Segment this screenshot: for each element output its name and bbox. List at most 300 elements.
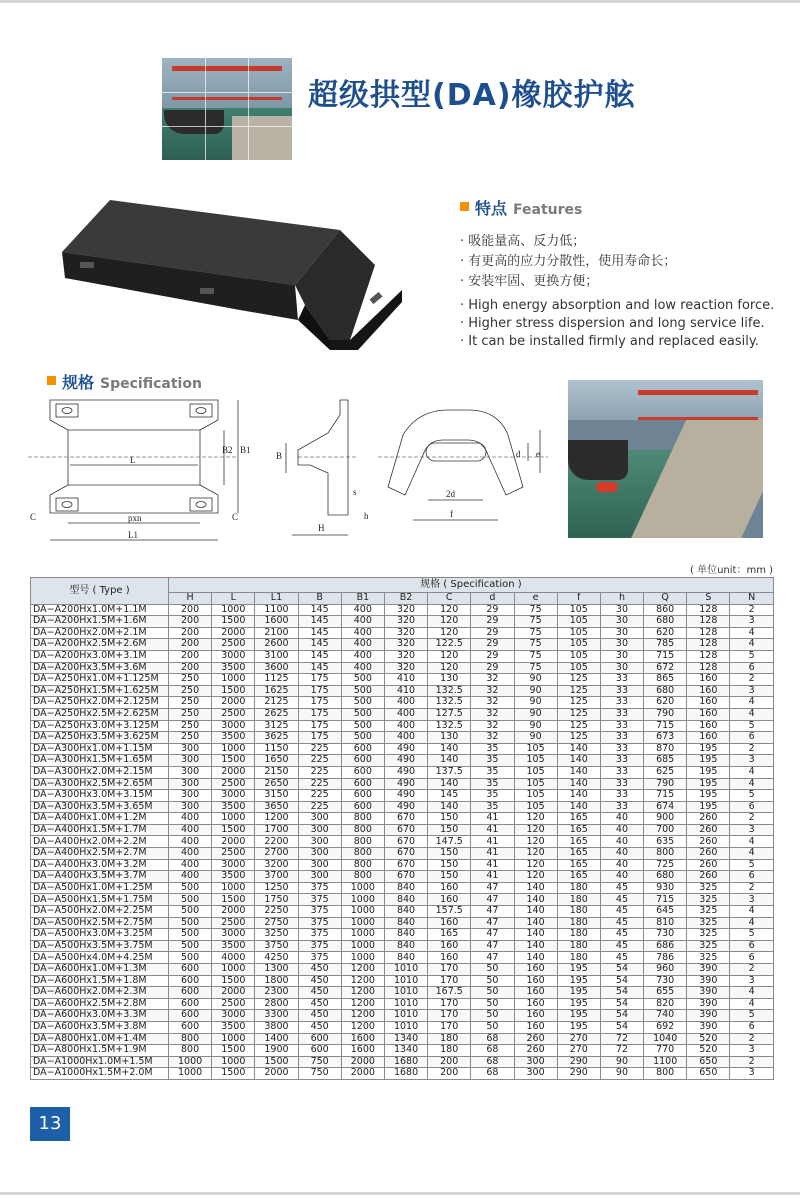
- value-cell: 300: [169, 778, 212, 790]
- value-cell: 390: [687, 987, 730, 999]
- value-cell: 45: [600, 882, 643, 894]
- value-cell: 300: [298, 871, 341, 883]
- model-cell: DA−A300Hx1.5M+1.65M: [31, 755, 169, 767]
- value-cell: 195: [557, 1010, 600, 1022]
- value-cell: 33: [600, 708, 643, 720]
- value-cell: 140: [557, 790, 600, 802]
- value-cell: 375: [298, 952, 341, 964]
- value-cell: 3750: [255, 940, 298, 952]
- value-cell: 180: [557, 906, 600, 918]
- model-cell: DA−A500Hx4.0M+4.25M: [31, 952, 169, 964]
- model-cell: DA−A400Hx3.5M+3.7M: [31, 871, 169, 883]
- value-cell: 800: [341, 859, 384, 871]
- value-cell: 225: [298, 743, 341, 755]
- value-cell: 260: [687, 824, 730, 836]
- value-cell: 1600: [341, 1045, 384, 1057]
- value-cell: 1000: [212, 1033, 255, 1045]
- value-cell: 47: [471, 894, 514, 906]
- technical-drawing: [28, 395, 558, 555]
- value-cell: 520: [687, 1033, 730, 1045]
- value-cell: 6: [730, 1021, 773, 1033]
- value-cell: 3000: [212, 720, 255, 732]
- value-cell: 90: [514, 697, 557, 709]
- value-cell: 450: [298, 1010, 341, 1022]
- value-cell: 165: [557, 836, 600, 848]
- value-cell: 400: [341, 650, 384, 662]
- value-cell: 6: [730, 940, 773, 952]
- value-cell: 3250: [255, 929, 298, 941]
- value-cell: 160: [514, 1010, 557, 1022]
- value-cell: 90: [514, 685, 557, 697]
- value-cell: 3800: [255, 1021, 298, 1033]
- model-header: 型号 ( Type ): [31, 578, 169, 605]
- value-cell: 225: [298, 801, 341, 813]
- value-cell: 75: [514, 662, 557, 674]
- value-cell: 145: [298, 616, 341, 628]
- value-cell: 1000: [341, 882, 384, 894]
- value-cell: 260: [687, 871, 730, 883]
- table-row: [31, 616, 774, 628]
- value-cell: 2250: [255, 906, 298, 918]
- value-cell: 47: [471, 940, 514, 952]
- features-heading-en: Features: [513, 202, 583, 218]
- model-cell: DA−A500Hx2.5M+2.75M: [31, 917, 169, 929]
- value-cell: 195: [557, 964, 600, 976]
- value-cell: 90: [514, 720, 557, 732]
- value-cell: 195: [687, 790, 730, 802]
- value-cell: 3625: [255, 732, 298, 744]
- column-header: B2: [384, 593, 427, 605]
- value-cell: 686: [644, 940, 687, 952]
- value-cell: 137.5: [428, 766, 471, 778]
- label-B: B: [276, 451, 283, 461]
- value-cell: 3500: [212, 940, 255, 952]
- table-row: [31, 1045, 774, 1057]
- value-cell: 6: [730, 952, 773, 964]
- value-cell: 750: [298, 1068, 341, 1080]
- value-cell: 4: [730, 987, 773, 999]
- table-row: [31, 917, 774, 929]
- value-cell: 260: [687, 836, 730, 848]
- table-row: [31, 1033, 774, 1045]
- value-cell: 40: [600, 848, 643, 860]
- label-L: L: [130, 455, 136, 465]
- value-cell: 375: [298, 882, 341, 894]
- value-cell: 45: [600, 952, 643, 964]
- value-cell: 47: [471, 906, 514, 918]
- value-cell: 5: [730, 650, 773, 662]
- value-cell: 195: [557, 987, 600, 999]
- value-cell: 1100: [255, 604, 298, 616]
- value-cell: 150: [428, 859, 471, 871]
- value-cell: 72: [600, 1045, 643, 1057]
- value-cell: 600: [169, 1010, 212, 1022]
- value-cell: 47: [471, 929, 514, 941]
- value-cell: 715: [644, 720, 687, 732]
- value-cell: 41: [471, 836, 514, 848]
- model-cell: DA−A500Hx2.0M+2.25M: [31, 906, 169, 918]
- value-cell: 140: [514, 917, 557, 929]
- table-row: [31, 964, 774, 976]
- value-cell: 40: [600, 836, 643, 848]
- value-cell: 3: [730, 1045, 773, 1057]
- value-cell: 300: [169, 755, 212, 767]
- value-cell: 54: [600, 998, 643, 1010]
- column-header: h: [600, 593, 643, 605]
- value-cell: 105: [514, 755, 557, 767]
- value-cell: 290: [557, 1068, 600, 1080]
- value-cell: 375: [298, 929, 341, 941]
- value-cell: 400: [169, 824, 212, 836]
- value-cell: 300: [169, 790, 212, 802]
- value-cell: 167.5: [428, 987, 471, 999]
- value-cell: 1000: [341, 917, 384, 929]
- value-cell: 600: [341, 790, 384, 802]
- value-cell: 130: [428, 674, 471, 686]
- column-header: L1: [255, 593, 298, 605]
- value-cell: 270: [557, 1033, 600, 1045]
- value-cell: 2625: [255, 708, 298, 720]
- port-thumbnail-photo: [162, 58, 292, 160]
- value-cell: 41: [471, 824, 514, 836]
- value-cell: 120: [514, 836, 557, 848]
- value-cell: 105: [557, 639, 600, 651]
- value-cell: 600: [298, 1033, 341, 1045]
- value-cell: 500: [169, 906, 212, 918]
- value-cell: 195: [557, 1021, 600, 1033]
- value-cell: 600: [169, 975, 212, 987]
- value-cell: 2000: [341, 1068, 384, 1080]
- value-cell: 127.5: [428, 708, 471, 720]
- model-cell: DA−A200Hx2.0M+2.1M: [31, 627, 169, 639]
- value-cell: 3500: [212, 662, 255, 674]
- value-cell: 2000: [212, 987, 255, 999]
- value-cell: 30: [600, 604, 643, 616]
- value-cell: 41: [471, 848, 514, 860]
- value-cell: 500: [341, 685, 384, 697]
- value-cell: 3500: [212, 732, 255, 744]
- value-cell: 2150: [255, 766, 298, 778]
- value-cell: 200: [169, 627, 212, 639]
- value-cell: 2000: [212, 766, 255, 778]
- value-cell: 1010: [384, 987, 427, 999]
- value-cell: 450: [298, 987, 341, 999]
- value-cell: 400: [384, 697, 427, 709]
- value-cell: 195: [557, 998, 600, 1010]
- value-cell: 400: [341, 604, 384, 616]
- value-cell: 128: [687, 627, 730, 639]
- value-cell: 35: [471, 778, 514, 790]
- value-cell: 75: [514, 639, 557, 651]
- value-cell: 1000: [169, 1056, 212, 1068]
- value-cell: 325: [687, 882, 730, 894]
- value-cell: 4000: [212, 952, 255, 964]
- value-cell: 30: [600, 639, 643, 651]
- table-row: [31, 987, 774, 999]
- value-cell: 180: [557, 929, 600, 941]
- front-view-outline: [388, 410, 523, 495]
- value-cell: 290: [557, 1056, 600, 1068]
- value-cell: 5: [730, 929, 773, 941]
- model-cell: DA−A1000Hx1.5M+2.0M: [31, 1068, 169, 1080]
- value-cell: 500: [169, 894, 212, 906]
- photo-fender: [596, 482, 618, 492]
- value-cell: 30: [600, 627, 643, 639]
- value-cell: 2100: [255, 627, 298, 639]
- photo-grid-line: [162, 126, 292, 127]
- value-cell: 165: [557, 848, 600, 860]
- value-cell: 3150: [255, 790, 298, 802]
- value-cell: 200: [169, 662, 212, 674]
- value-cell: 105: [514, 743, 557, 755]
- value-cell: 625: [644, 766, 687, 778]
- value-cell: 6: [730, 662, 773, 674]
- value-cell: 300: [169, 766, 212, 778]
- value-cell: 500: [169, 917, 212, 929]
- value-cell: 105: [514, 778, 557, 790]
- value-cell: 740: [644, 1010, 687, 1022]
- model-cell: DA−A600Hx2.5M+2.8M: [31, 998, 169, 1010]
- value-cell: 390: [687, 964, 730, 976]
- value-cell: 860: [644, 604, 687, 616]
- value-cell: 600: [341, 755, 384, 767]
- value-cell: 75: [514, 627, 557, 639]
- model-cell: DA−A300Hx1.0M+1.15M: [31, 743, 169, 755]
- value-cell: 1010: [384, 998, 427, 1010]
- value-cell: 5: [730, 859, 773, 871]
- value-cell: 670: [384, 813, 427, 825]
- value-cell: 250: [169, 697, 212, 709]
- value-cell: 3500: [212, 801, 255, 813]
- value-cell: 225: [298, 766, 341, 778]
- value-cell: 120: [428, 650, 471, 662]
- value-cell: 120: [428, 627, 471, 639]
- column-header: B1: [341, 593, 384, 605]
- table-row: [31, 778, 774, 790]
- value-cell: 3300: [255, 1010, 298, 1022]
- value-cell: 320: [384, 616, 427, 628]
- value-cell: 140: [557, 778, 600, 790]
- value-cell: 670: [384, 848, 427, 860]
- model-cell: DA−A250Hx2.0M+2.125M: [31, 697, 169, 709]
- value-cell: 500: [341, 708, 384, 720]
- value-cell: 1000: [212, 674, 255, 686]
- value-cell: 670: [384, 836, 427, 848]
- value-cell: 500: [341, 697, 384, 709]
- value-cell: 800: [341, 813, 384, 825]
- model-cell: DA−A400Hx1.5M+1.7M: [31, 824, 169, 836]
- value-cell: 410: [384, 674, 427, 686]
- table-row: [31, 813, 774, 825]
- photo-crane: [638, 390, 758, 420]
- value-cell: 700: [644, 824, 687, 836]
- value-cell: 140: [428, 743, 471, 755]
- value-cell: 180: [557, 952, 600, 964]
- value-cell: 3000: [212, 1010, 255, 1022]
- table-row: [31, 952, 774, 964]
- value-cell: 32: [471, 674, 514, 686]
- value-cell: 32: [471, 732, 514, 744]
- value-cell: 800: [341, 824, 384, 836]
- value-cell: 400: [341, 616, 384, 628]
- value-cell: 490: [384, 790, 427, 802]
- photo-quay: [232, 116, 292, 160]
- value-cell: 45: [600, 906, 643, 918]
- value-cell: 1010: [384, 1021, 427, 1033]
- value-cell: 600: [341, 766, 384, 778]
- model-cell: DA−A300Hx3.0M+3.15M: [31, 790, 169, 802]
- value-cell: 4250: [255, 952, 298, 964]
- model-cell: DA−A250Hx3.5M+3.625M: [31, 732, 169, 744]
- value-cell: 3000: [212, 650, 255, 662]
- value-cell: 400: [169, 836, 212, 848]
- value-cell: 2000: [341, 1056, 384, 1068]
- value-cell: 1625: [255, 685, 298, 697]
- column-header: Q: [644, 593, 687, 605]
- photo-grid-line: [205, 58, 206, 160]
- value-cell: 645: [644, 906, 687, 918]
- value-cell: 2200: [255, 836, 298, 848]
- value-cell: 4: [730, 778, 773, 790]
- table-row: [31, 708, 774, 720]
- value-cell: 200: [428, 1068, 471, 1080]
- value-cell: 800: [169, 1033, 212, 1045]
- feature-en-2: · Higher stress dispersion and long service life.: [460, 316, 765, 331]
- value-cell: 325: [687, 952, 730, 964]
- value-cell: 200: [169, 604, 212, 616]
- table-row: [31, 639, 774, 651]
- value-cell: 300: [298, 813, 341, 825]
- value-cell: 1150: [255, 743, 298, 755]
- value-cell: 160: [687, 720, 730, 732]
- value-cell: 160: [514, 975, 557, 987]
- label-pxn: pxn: [128, 513, 142, 523]
- value-cell: 180: [428, 1045, 471, 1057]
- value-cell: 1000: [212, 813, 255, 825]
- value-cell: 490: [384, 766, 427, 778]
- table-row: [31, 755, 774, 767]
- value-cell: 54: [600, 987, 643, 999]
- value-cell: 33: [600, 778, 643, 790]
- value-cell: 3650: [255, 801, 298, 813]
- value-cell: 128: [687, 639, 730, 651]
- value-cell: 3200: [255, 859, 298, 871]
- value-cell: 120: [514, 824, 557, 836]
- table-row: [31, 1021, 774, 1033]
- value-cell: 120: [514, 848, 557, 860]
- value-cell: 300: [298, 848, 341, 860]
- value-cell: 29: [471, 639, 514, 651]
- value-cell: 33: [600, 697, 643, 709]
- value-cell: 170: [428, 964, 471, 976]
- value-cell: 150: [428, 824, 471, 836]
- spec-heading-cn: 规格: [62, 373, 95, 392]
- value-cell: 450: [298, 1021, 341, 1033]
- value-cell: 600: [341, 778, 384, 790]
- value-cell: 180: [557, 940, 600, 952]
- photo-crane: [172, 66, 282, 100]
- value-cell: 650: [687, 1068, 730, 1080]
- value-cell: 68: [471, 1033, 514, 1045]
- label-e: e: [536, 449, 540, 459]
- value-cell: 180: [557, 882, 600, 894]
- value-cell: 840: [384, 952, 427, 964]
- value-cell: 320: [384, 650, 427, 662]
- value-cell: 2500: [212, 998, 255, 1010]
- value-cell: 2000: [255, 1068, 298, 1080]
- model-cell: DA−A250Hx2.5M+2.625M: [31, 708, 169, 720]
- value-cell: 68: [471, 1056, 514, 1068]
- value-cell: 655: [644, 987, 687, 999]
- value-cell: 2300: [255, 987, 298, 999]
- value-cell: 260: [687, 848, 730, 860]
- value-cell: 715: [644, 790, 687, 802]
- model-cell: DA−A600Hx2.0M+2.3M: [31, 987, 169, 999]
- value-cell: 32: [471, 720, 514, 732]
- column-header: f: [557, 593, 600, 605]
- value-cell: 175: [298, 708, 341, 720]
- table-row: [31, 790, 774, 802]
- value-cell: 1125: [255, 674, 298, 686]
- value-cell: 2: [730, 882, 773, 894]
- value-cell: 2600: [255, 639, 298, 651]
- fender-product-image: [40, 190, 410, 350]
- value-cell: 786: [644, 952, 687, 964]
- table-row: [31, 674, 774, 686]
- value-cell: 47: [471, 917, 514, 929]
- value-cell: 45: [600, 940, 643, 952]
- value-cell: 2500: [212, 708, 255, 720]
- value-cell: 3: [730, 824, 773, 836]
- table-row: [31, 998, 774, 1010]
- table-row: [31, 732, 774, 744]
- table-row: [31, 801, 774, 813]
- feature-cn-3: · 安装牢固、更换方便；: [460, 274, 599, 289]
- model-cell: DA−A200Hx1.0M+1.1M: [31, 604, 169, 616]
- value-cell: 1000: [212, 964, 255, 976]
- value-cell: 320: [384, 639, 427, 651]
- model-cell: DA−A250Hx1.0M+1.125M: [31, 674, 169, 686]
- photo-grid-line: [162, 92, 292, 93]
- value-cell: 54: [600, 1010, 643, 1022]
- value-cell: 140: [557, 766, 600, 778]
- value-cell: 500: [341, 732, 384, 744]
- value-cell: 450: [298, 998, 341, 1010]
- value-cell: 30: [600, 616, 643, 628]
- value-cell: 715: [644, 650, 687, 662]
- value-cell: 600: [341, 801, 384, 813]
- value-cell: 673: [644, 732, 687, 744]
- value-cell: 840: [384, 894, 427, 906]
- model-cell: DA−A400Hx1.0M+1.2M: [31, 813, 169, 825]
- value-cell: 1000: [341, 929, 384, 941]
- value-cell: 35: [471, 766, 514, 778]
- value-cell: 300: [514, 1068, 557, 1080]
- value-cell: 400: [341, 627, 384, 639]
- value-cell: 800: [341, 848, 384, 860]
- value-cell: 300: [298, 859, 341, 871]
- value-cell: 1500: [212, 685, 255, 697]
- value-cell: 820: [644, 998, 687, 1010]
- value-cell: 41: [471, 813, 514, 825]
- value-cell: 4: [730, 836, 773, 848]
- spec-header: 规格 ( Specification ): [169, 578, 774, 593]
- value-cell: 140: [428, 778, 471, 790]
- value-cell: 450: [298, 964, 341, 976]
- column-header: H: [169, 593, 212, 605]
- value-cell: 33: [600, 790, 643, 802]
- value-cell: 50: [471, 998, 514, 1010]
